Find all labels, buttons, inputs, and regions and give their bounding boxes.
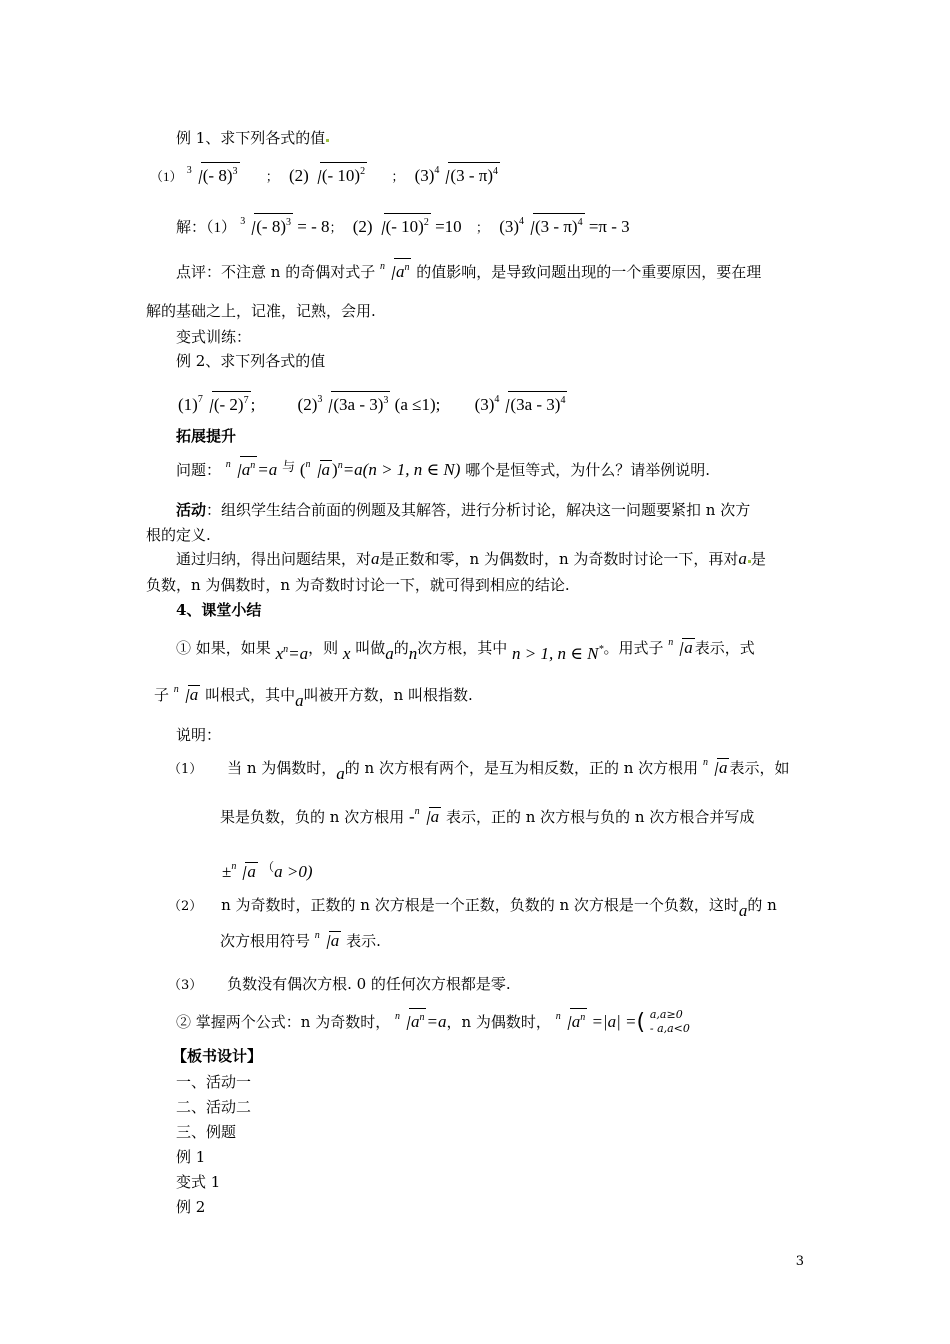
radical: a xyxy=(311,459,333,481)
activity-line-2: 根的定义. xyxy=(146,526,211,544)
radical: (3a - 3)$^4$ xyxy=(499,391,567,416)
radical: a xyxy=(420,806,442,828)
radical: (3 - π)$^4$ xyxy=(524,213,585,238)
radical: (- 10)$^2$ xyxy=(375,213,431,238)
board-item: 二、活动二 xyxy=(176,1098,252,1116)
variant-heading: 变式训练： xyxy=(176,328,252,346)
radical: (3 - π)$^4$ xyxy=(439,162,500,187)
note-3: （3） 负数没有偶次方根. 0 的任何次方根都是零. xyxy=(168,975,511,993)
note-heading: 说明： xyxy=(176,726,222,744)
radical: $a^n$ xyxy=(231,456,258,481)
summary-item-1-line-2: 子 $^n$ a 叫根式，其中a叫被开方数，n 叫根指数. xyxy=(154,684,473,710)
board-heading: 【板书设计】 xyxy=(172,1047,263,1065)
summary-item-2: ② 掌握两个公式：n 为奇数时， $^n$ $a^n =a$，n 为偶数时， $^n$ $a^n =|a|$ =( a,a≥0 - a,a<0 xyxy=(176,1006,710,1038)
note-1-line-2: 果是负数，负的 n 次方根用 -$^n$ a 表示，正的 n 次方根与负的 n 次方根合并写成 xyxy=(220,806,755,826)
example1-solution: 解：（1） $^3$ (- 8)$^3$ = - 8； (2) (- 10)$^2$ =10 ； $(3)^4$ (3 - π)$^4$ =π - 3 xyxy=(176,211,630,239)
example1-title: 例 1、求下列各式的值 xyxy=(176,127,329,149)
radical: $a^n$ xyxy=(561,1008,588,1033)
radical: (3a - 3)$^3$ xyxy=(322,391,390,416)
radical: $a^n$ xyxy=(385,258,412,283)
comment-line-1: 点评：不注意 n 的奇偶对式子 $^n$ $a^n$ 的值影响，是导致问题出现的一个重要原因，要在理 xyxy=(176,256,761,283)
note-2-line-2: 次方根用符号 $^n$ a 表示. xyxy=(220,930,381,950)
radical: (- 10)$^2$ xyxy=(311,162,367,187)
activity-line-1: 活动：组织学生结合前面的例题及其解答，进行分析讨论，解决这一问题要紧扣 n 次方 xyxy=(176,501,751,519)
radical: a xyxy=(179,684,201,706)
page-number: 3 xyxy=(795,1254,804,1269)
activity-line-3: 通过归纳，得出问题结果，对a是正数和零，n 为偶数时，n 为奇数时讨论一下，再对a 是 xyxy=(176,549,766,568)
radical: (- 2)$^7$ xyxy=(203,391,251,416)
example2-expressions: $(1)^7$ (- 2)$^7$ ; $(2)^3$ (3a - 3)$^3$ (a ≤1); $(3)^4$ (3a - 3)$^4$ xyxy=(178,389,567,416)
board-item: 一、活动一 xyxy=(176,1073,252,1091)
radical: (- 8)$^3$ xyxy=(245,213,293,238)
insertion-mark xyxy=(326,139,329,142)
radical: (- 8)$^3$ xyxy=(192,162,240,187)
note-1-line-1: （1） 当 n 为偶数时，a的 n 次方根有两个，是互为相反数，正的 n 次方根用 $^n$ a 表示，如 xyxy=(168,757,790,783)
example2-title: 例 2、求下列各式的值 xyxy=(176,352,326,370)
cases-block: a,a≥0 - a,a<0 xyxy=(649,1008,690,1035)
radical: a xyxy=(320,930,342,952)
board-item: 变式 1 xyxy=(176,1173,221,1191)
note-1-line-3: ±$^n$ a （a >0) xyxy=(222,860,313,881)
radical: a xyxy=(708,757,730,779)
note-2-line-1: （2） n 为奇数时，正数的 n 次方根是一个正数，负数的 n 次方根是一个负数，这时a的 n xyxy=(168,896,777,920)
extension-question: 问题： $^n$ $a^n =a$ 与 ($^n$ a )$^n$=a(n > 1, n ∈ N) 哪个是恒等式，为什么？请举例说明. xyxy=(176,454,710,481)
activity-line-4: 负数，n 为偶数时，n 为奇数时讨论一下，就可得到相应的结论. xyxy=(146,576,570,594)
cases-brace: ( xyxy=(636,1010,646,1035)
radical: a xyxy=(236,861,258,883)
radical: a xyxy=(673,637,695,659)
extension-heading: 拓展提升 xyxy=(176,427,237,445)
comment-line-2: 解的基础之上，记准，记熟，会用. xyxy=(146,302,376,320)
board-item: 例 2 xyxy=(176,1198,206,1216)
summary-heading: 4、课堂小结 xyxy=(176,601,262,619)
example1-expressions: （1） $^3$ (- 8)$^3$ ； (2) (- 10)$^2$ ； $(3)^4$ (3 - π)$^4$ xyxy=(150,160,500,188)
board-item: 三、例题 xyxy=(176,1123,237,1141)
radical: $a^n$ xyxy=(400,1008,427,1033)
summary-item-1-line-1: ① 如果，如果 $x^n=a$，则 x 叫做a的n次方根，其中 n > 1, n ∈ N*。用式子 $^n$ a 表示，式 xyxy=(176,637,755,663)
board-item: 例 1 xyxy=(176,1148,206,1166)
